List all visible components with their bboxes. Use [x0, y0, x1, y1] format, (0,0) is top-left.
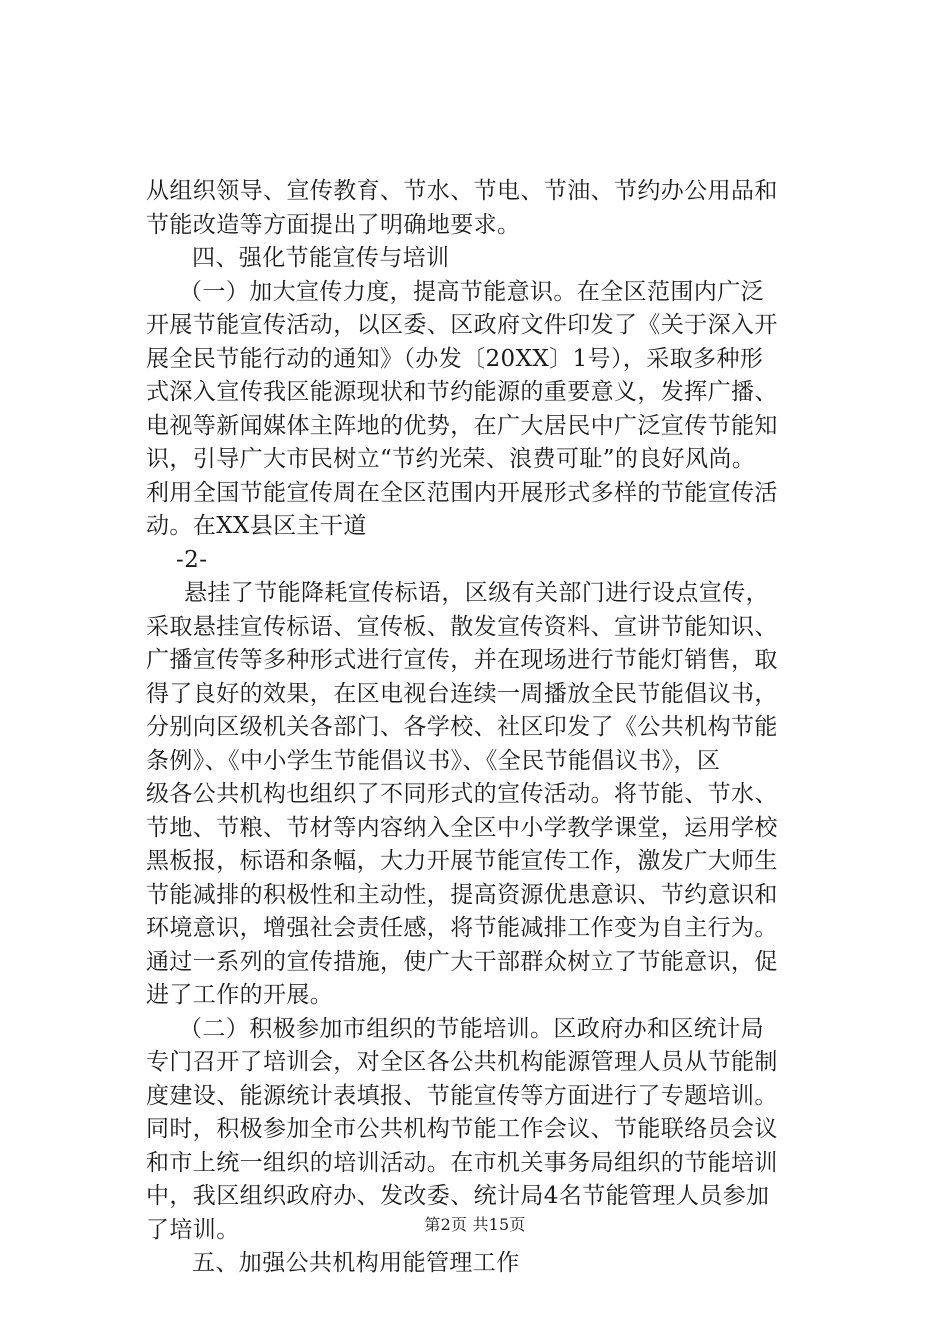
- section-heading: 四、强化节能宣传与培训: [192, 245, 450, 271]
- text-line: 度建设、能源统计表填报、节能宣传等方面进行了专题培训。: [146, 1082, 778, 1109]
- text-line: 级各公共机构也组织了不同形式的宣传活动。将节能、节水、: [146, 781, 778, 807]
- text-line: 展全民节能行动的通知》（办发〔20XX〕1号），采取多种形: [146, 345, 764, 372]
- text-line: 专门召开了培训会，对全区各公共机构能源管理人员从节能制: [146, 1049, 778, 1075]
- inline-page-number: -2-: [176, 546, 208, 573]
- text-line: 采取悬挂宣传标语、宣传板、散发宣传资料、宣讲节能知识、: [146, 613, 778, 640]
- text-line: 悬挂了节能降耗宣传标语，区级有关部门进行设点宣传，: [184, 580, 769, 606]
- text-line: 中，我区组织政府办、发改委、统计局4名节能管理人员参加: [146, 1183, 770, 1209]
- text-line: 式深入宣传我区能源现状和节约能源的重要意义，发挥广播、: [146, 379, 778, 405]
- text-line: 节地、节粮、节材等内容纳入全区中小学教学课堂，运用学校: [146, 814, 778, 841]
- text-line: 黑板报，标语和条幅，大力开展节能宣传工作，激发广大师生: [146, 848, 778, 874]
- page-counter: 第2页 共15页: [424, 1215, 526, 1234]
- text-line: 电视等新闻媒体主阵地的优势，在广大居民中广泛宣传节能知: [146, 412, 778, 439]
- text-line: 广播宣传等多种形式进行宣传，并在现场进行节能灯销售，取: [146, 647, 778, 673]
- text-line: 开展节能宣传活动，以区委、区政府文件印发了《关于深入开: [146, 312, 778, 338]
- text-line: 进了工作的开展。: [146, 982, 334, 1008]
- text-line: 条例》、《中小学生节能倡议书》、《全民节能倡议书》，区: [146, 747, 721, 774]
- text-line: 同时，积极参加全市公共机构节能工作会议、节能联络员会议: [146, 1116, 778, 1142]
- document-body: [146, 175, 836, 1281]
- text-line: 动。在XX县区主干道: [146, 513, 367, 539]
- text-line: 了培训。: [146, 1216, 240, 1243]
- text-line: 分别向区级机关各部门、各学校、社区印发了《公共机构节能: [146, 714, 778, 740]
- section-heading: 五、加强公共机构用能管理工作: [192, 1250, 520, 1276]
- text-line: 利用全国节能宣传周在全区范围内开展形式多样的节能宣传活: [146, 479, 778, 506]
- text-line: 和市上统一组织的培训活动。在市机关事务局组织的节能培训: [146, 1149, 778, 1176]
- text-line: 得了良好的效果，在区电视台连续一周播放全民节能倡议书，: [146, 680, 778, 707]
- subsection-heading-line: （二）积极参加市组织的节能培训。区政府办和区统计局: [179, 1015, 764, 1042]
- text-line: 环境意识，增强社会责任感，将节能减排工作变为自主行为。: [146, 915, 778, 941]
- text-line: 节能改造等方面提出了明确地要求。: [146, 211, 521, 238]
- text-line: 识，引导广大市民树立“节约光荣、浪费可耻”的良好风尚。: [146, 446, 756, 472]
- text-line: 通过一系列的宣传措施，使广大干部群众树立了节能意识，促: [146, 948, 778, 975]
- text-line: 从组织领导、宣传教育、节水、节电、节油、节约办公用品和: [146, 178, 778, 204]
- text-line: 节能减排的积极性和主动性，提高资源优患意识、节约意识和: [146, 881, 778, 908]
- subsection-heading-line: （一）加大宣传力度，提高节能意识。在全区范围内广泛: [179, 278, 764, 305]
- page-footer: [0, 1212, 950, 1235]
